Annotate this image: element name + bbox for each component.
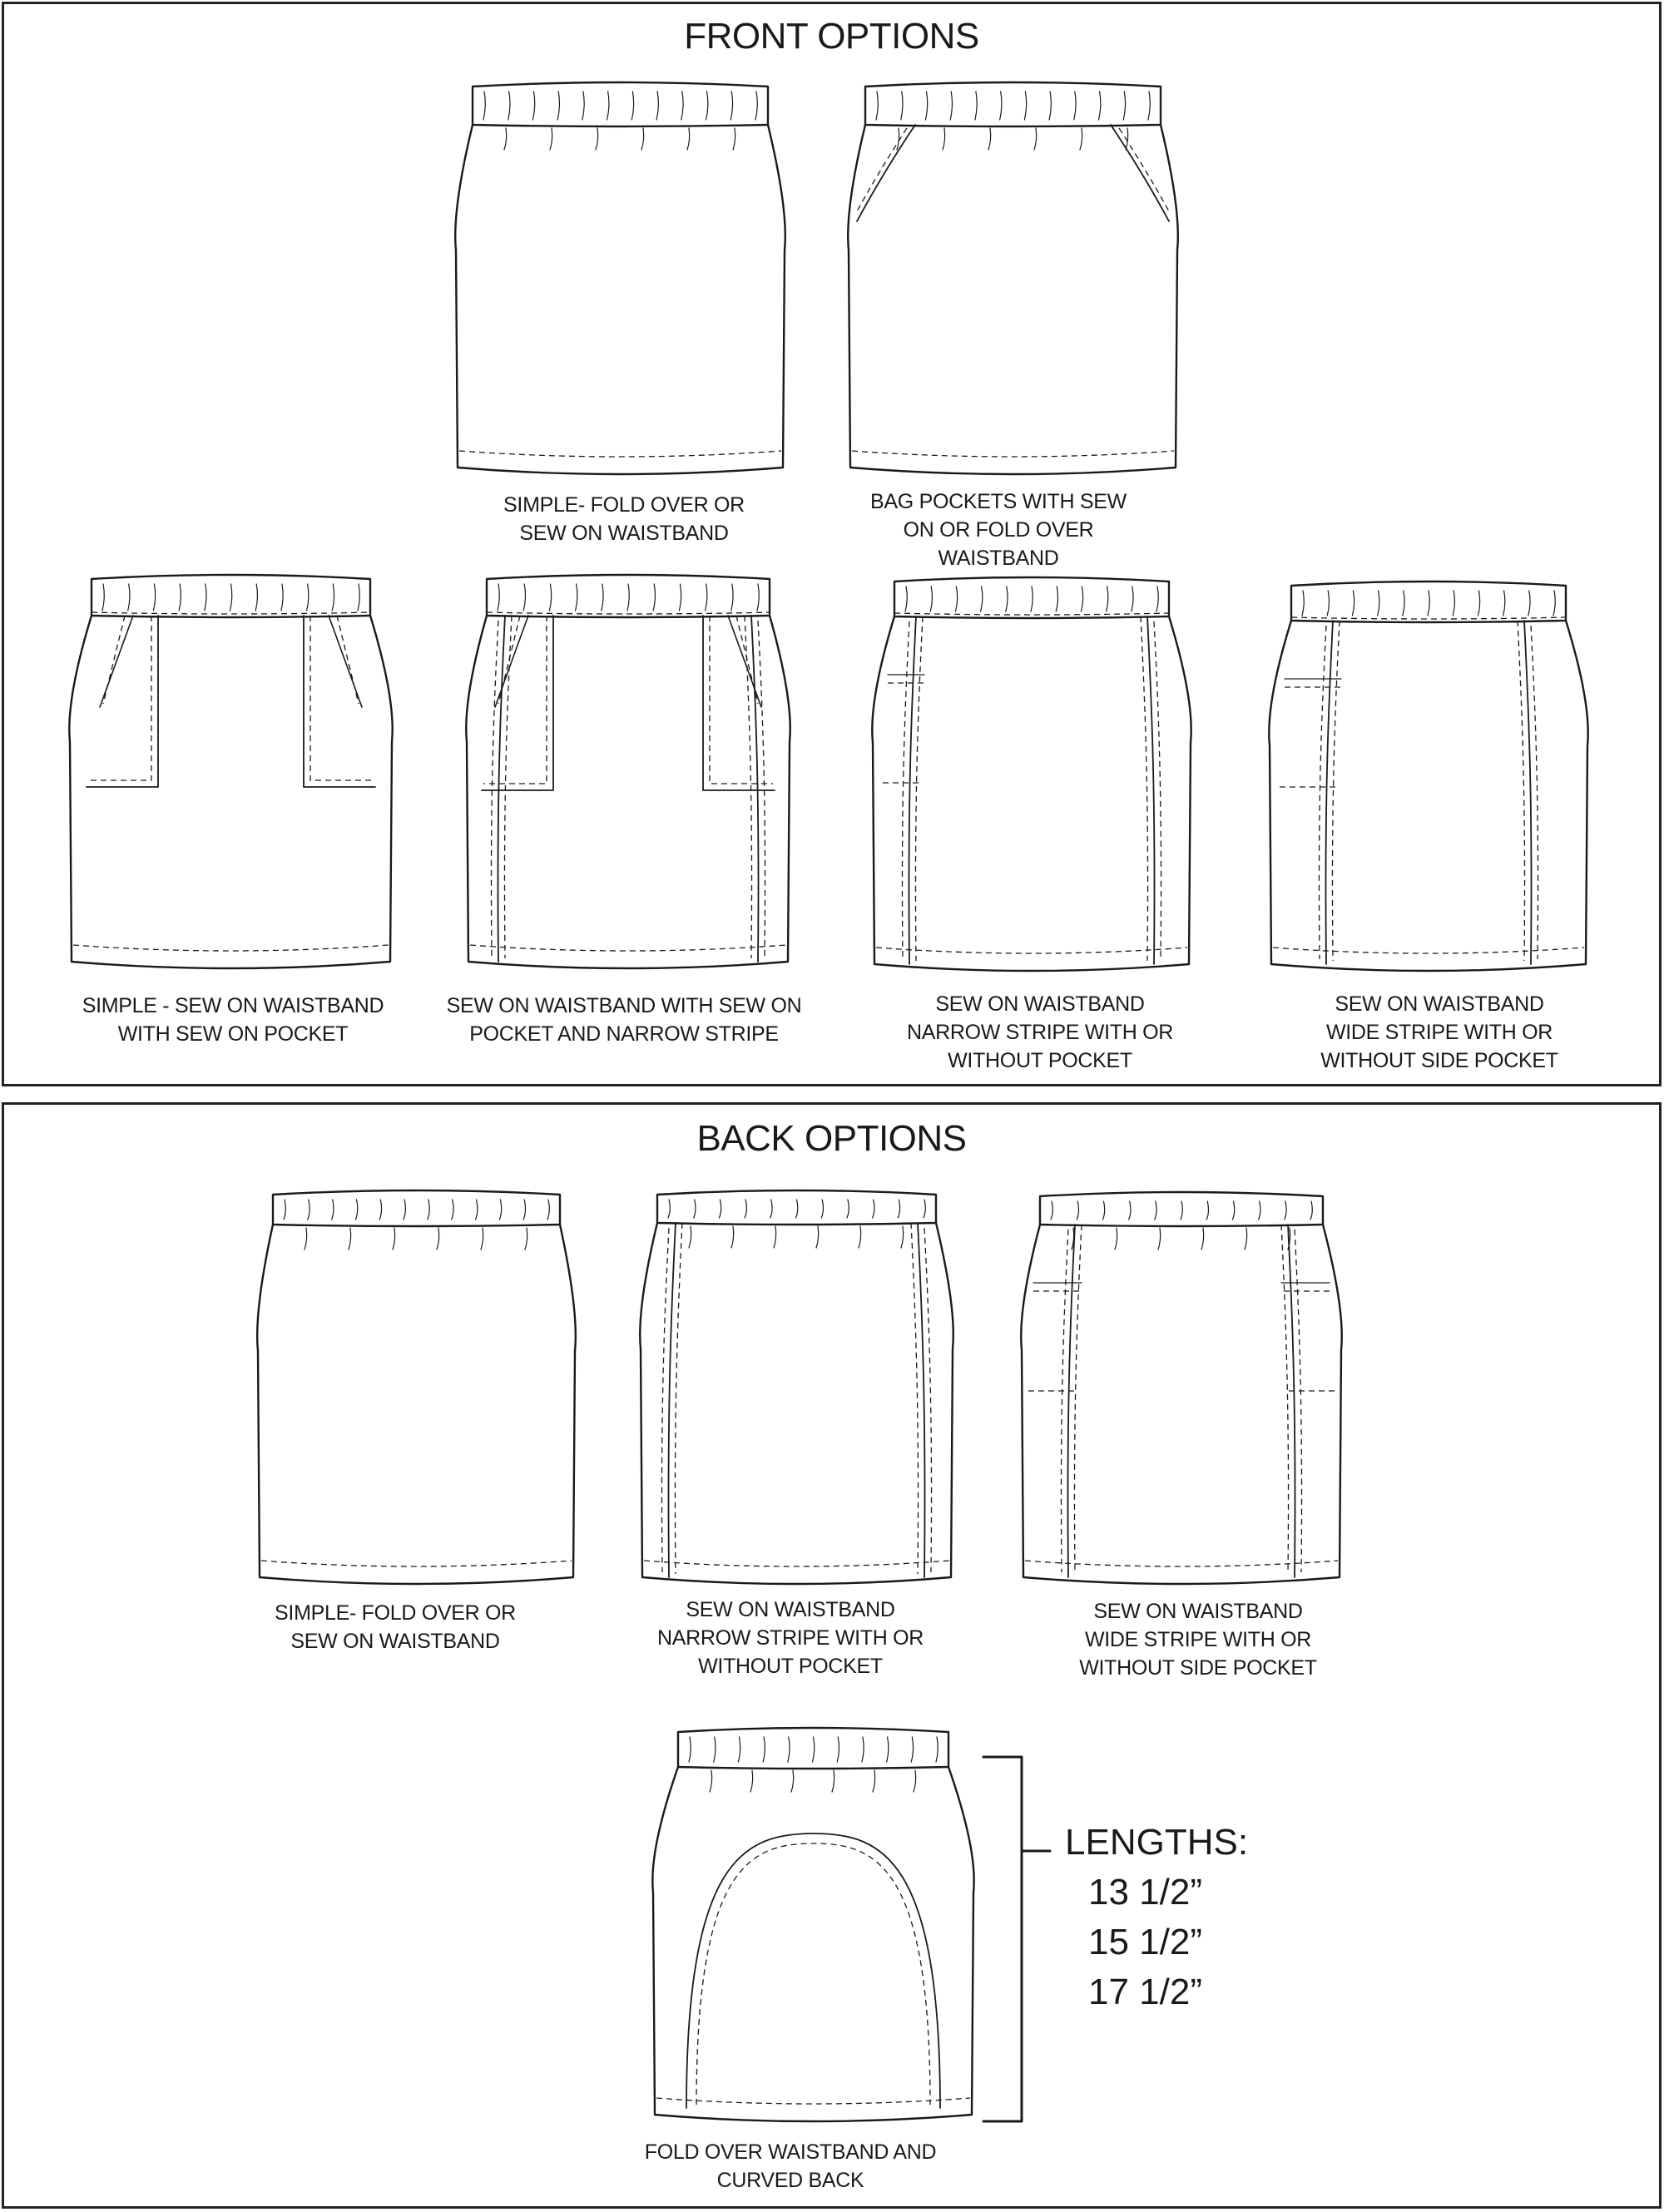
caption-line: FOLD OVER WAISTBAND AND xyxy=(644,2140,937,2164)
front-skirt-bag-pockets xyxy=(848,82,1178,474)
caption-line: WITHOUT SIDE POCKET xyxy=(1079,1656,1317,1680)
caption-line: WITHOUT POCKET xyxy=(698,1655,883,1678)
caption-line: BAG POCKETS WITH SEW xyxy=(870,490,1127,513)
length-value: 17 1/2” xyxy=(1088,1972,1202,2012)
caption-line: SEW ON WAISTBAND xyxy=(1335,992,1544,1016)
caption-line: WITH SEW ON POCKET xyxy=(117,1022,349,1046)
lengths-label: LENGTHS: xyxy=(1065,1822,1249,1863)
lengths-bracket xyxy=(983,1757,1050,2121)
lengths-block xyxy=(1065,1818,1248,2017)
back-caption-wide-stripe xyxy=(1023,1597,1373,1682)
caption-line: WAISTBAND xyxy=(938,547,1059,570)
front-caption-pocket-narrow-stripe xyxy=(441,992,807,1048)
front-caption-sew-on-pocket xyxy=(50,992,416,1048)
back-caption-simple xyxy=(229,1599,562,1655)
length-value: 13 1/2” xyxy=(1088,1872,1202,1913)
caption-line: SEW ON WAISTBAND xyxy=(290,1630,500,1653)
caption-line: WIDE STRIPE WITH OR xyxy=(1084,1628,1312,1651)
caption-line: SEW ON WAISTBAND xyxy=(686,1598,895,1621)
front-skirt-wide-stripe xyxy=(1269,581,1588,971)
caption-line: SIMPLE- FOLD OVER OR xyxy=(275,1601,516,1625)
caption-line: WIDE STRIPE WITH OR xyxy=(1325,1021,1553,1044)
caption-line: WITHOUT POCKET xyxy=(948,1049,1132,1072)
front-caption-narrow-stripe xyxy=(865,990,1215,1075)
back-options-title: BACK OPTIONS xyxy=(696,1118,967,1159)
caption-line: CURVED BACK xyxy=(716,2169,864,2192)
front-caption-wide-stripe xyxy=(1265,990,1614,1075)
front-skirt-pocket-narrow-stripe xyxy=(466,575,790,968)
back-caption-curved-back xyxy=(616,2138,965,2195)
front-skirt-sew-on-pocket xyxy=(69,575,393,968)
caption-line: ON OR FOLD OVER xyxy=(903,518,1094,542)
caption-line: NARROW STRIPE WITH OR xyxy=(906,1021,1174,1044)
caption-line: SEW ON WAISTBAND WITH SEW ON xyxy=(446,994,802,1017)
caption-line: WITHOUT SIDE POCKET xyxy=(1320,1049,1558,1072)
back-skirt-simple xyxy=(257,1190,576,1584)
front-options-title: FRONT OPTIONS xyxy=(684,16,979,57)
caption-line: SEW ON WAISTBAND xyxy=(519,522,729,545)
front-skirt-simple xyxy=(455,82,785,474)
caption-line: POCKET AND NARROW STRIPE xyxy=(469,1022,779,1046)
front-caption-simple xyxy=(458,491,790,547)
back-skirt-narrow-stripe xyxy=(640,1190,953,1584)
length-value: 15 1/2” xyxy=(1088,1922,1202,1962)
back-skirt-wide-stripe xyxy=(1021,1192,1342,1584)
caption-line: SIMPLE- FOLD OVER OR xyxy=(503,493,745,517)
front-skirt-narrow-stripe xyxy=(872,577,1191,971)
caption-line: SIMPLE - SEW ON WAISTBAND xyxy=(82,994,384,1017)
caption-line: SEW ON WAISTBAND xyxy=(1093,1600,1303,1623)
back-skirt-curved-back xyxy=(652,1728,973,2121)
back-caption-narrow-stripe xyxy=(616,1596,965,1680)
caption-line: SEW ON WAISTBAND xyxy=(935,992,1145,1016)
front-caption-bag-pockets xyxy=(832,487,1165,572)
caption-line: NARROW STRIPE WITH OR xyxy=(656,1626,924,1650)
